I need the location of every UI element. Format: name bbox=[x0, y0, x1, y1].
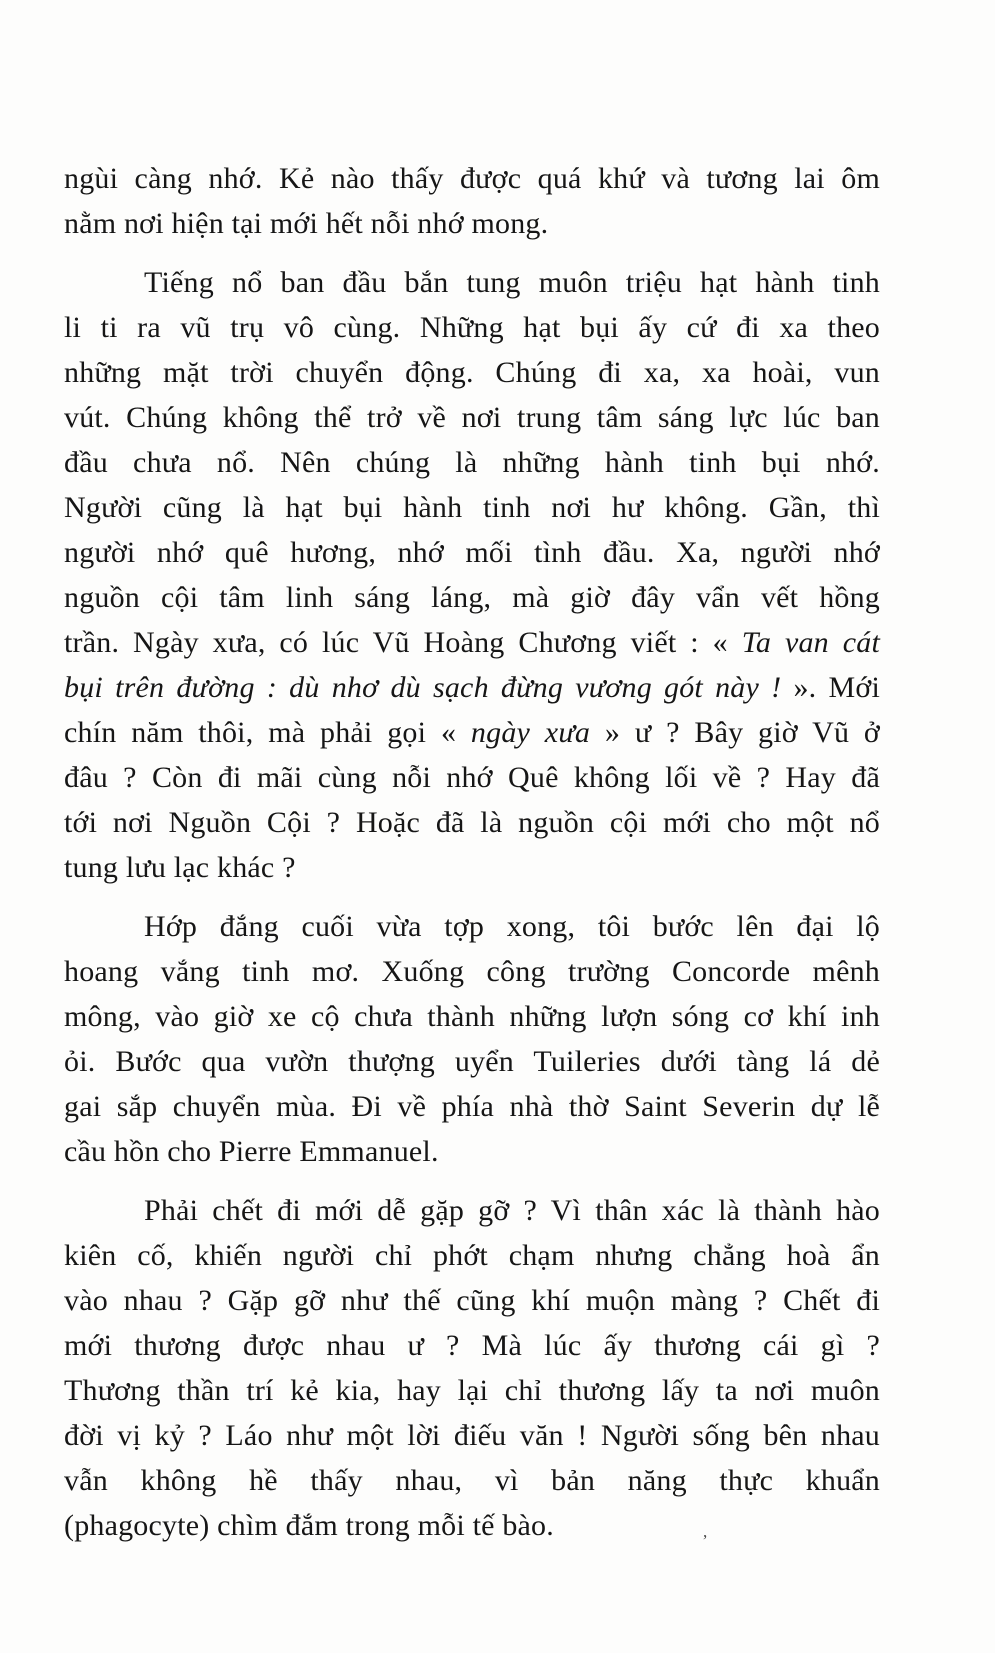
text-segment: » ư ? Bây giờ Vũ ở bbox=[590, 716, 880, 749]
text-line bbox=[64, 350, 880, 395]
text-line bbox=[64, 395, 880, 440]
text-line bbox=[64, 1129, 880, 1174]
text-segment: chín năm thôi, mà phải gọi « bbox=[64, 716, 471, 749]
text-line bbox=[64, 201, 880, 246]
text-line bbox=[64, 1458, 880, 1503]
text-line bbox=[64, 620, 880, 665]
text-line bbox=[64, 156, 880, 201]
text-line bbox=[64, 575, 880, 620]
text-segment: Phải chết đi mới dễ gặp gỡ ? Vì thân xác là thành hào bbox=[144, 1194, 880, 1227]
text-segment: hoang vắng tinh mơ. Xuống công trường Concorde mênh bbox=[64, 955, 880, 988]
text-line bbox=[64, 800, 880, 845]
italic-text-segment: Ta van cát bbox=[741, 626, 880, 659]
italic-text-segment: bụi trên đường : dù nhơ dù sạch đừng vương gót này ! bbox=[64, 671, 782, 704]
text-segment: ngùi càng nhớ. Kẻ nào thấy được quá khứ và tương lai ôm bbox=[64, 162, 880, 195]
text-line bbox=[64, 1233, 880, 1278]
text-segment: Tiếng nổ ban đầu bắn tung muôn triệu hạt hành tinh bbox=[144, 266, 880, 299]
text-segment: nguồn cội tâm linh sáng láng, mà giờ đây vẩn vết hồng bbox=[64, 581, 880, 614]
text-line bbox=[64, 440, 880, 485]
text-line bbox=[64, 1368, 880, 1413]
scan-artifact-mark: , bbox=[703, 1522, 708, 1541]
text-segment: mới thương được nhau ư ? Mà lúc ấy thương cái gì ? bbox=[64, 1329, 880, 1362]
text-line bbox=[64, 994, 880, 1039]
text-line bbox=[64, 485, 880, 530]
text-segment: vẫn không hề thấy nhau, vì bản năng thực khuẩn bbox=[64, 1464, 880, 1497]
text-segment: vào nhau ? Gặp gỡ như thế cũng khí muộn màng ? Chết đi bbox=[64, 1284, 880, 1317]
text-line bbox=[64, 710, 880, 755]
text-segment: (phagocyte) chìm đắm trong mỗi tế bào. bbox=[64, 1509, 554, 1542]
text-segment: vút. Chúng không thể trở về nơi trung tâm sáng lực lúc ban bbox=[64, 401, 880, 434]
text-line bbox=[64, 1188, 880, 1233]
text-segment: những mặt trời chuyển động. Chúng đi xa, xa hoài, vun bbox=[64, 356, 880, 389]
text-block bbox=[64, 156, 880, 1562]
italic-text-segment: ngày xưa bbox=[470, 716, 591, 749]
text-segment: tung lưu lạc khác ? bbox=[64, 851, 296, 884]
text-segment: gai sắp chuyển mùa. Đi về phía nhà thờ Saint Severin dự lễ bbox=[64, 1090, 880, 1123]
text-line bbox=[64, 949, 880, 994]
text-line bbox=[64, 1503, 880, 1548]
paragraph-2 bbox=[64, 260, 880, 890]
text-segment: Hớp đắng cuối vừa tợp xong, tôi bước lên đại lộ bbox=[144, 910, 880, 943]
text-segment: Thương thần trí kẻ kia, hay lại chỉ thương lấy ta nơi muôn bbox=[64, 1374, 880, 1407]
text-segment: trần. Ngày xưa, có lúc Vũ Hoàng Chương viết : « bbox=[64, 626, 742, 659]
text-segment: nằm nơi hiện tại mới hết nỗi nhớ mong. bbox=[64, 207, 549, 240]
text-line bbox=[64, 1413, 880, 1458]
text-segment: Người cũng là hạt bụi hành tinh nơi hư không. Gần, thì bbox=[64, 491, 880, 524]
paragraph-4 bbox=[64, 1188, 880, 1548]
paragraph-3 bbox=[64, 904, 880, 1174]
text-segment: đâu ? Còn đi mãi cùng nỗi nhớ Quê không lối về ? Hay đã bbox=[64, 761, 880, 794]
text-line bbox=[64, 1278, 880, 1323]
text-line bbox=[64, 755, 880, 800]
text-segment: ». Mới bbox=[781, 671, 880, 704]
text-line bbox=[64, 1084, 880, 1129]
text-segment: tới nơi Nguồn Cội ? Hoặc đã là nguồn cội mới cho một nổ bbox=[64, 806, 880, 839]
text-segment: ỏi. Bước qua vườn thượng uyển Tuileries dưới tàng lá dẻ bbox=[64, 1045, 880, 1078]
text-segment: mông, vào giờ xe cộ chưa thành những lượn sóng cơ khí inh bbox=[64, 1000, 880, 1033]
text-segment: li ti ra vũ trụ vô cùng. Những hạt bụi ấy cứ đi xa theo bbox=[64, 311, 880, 344]
text-line bbox=[64, 665, 880, 710]
text-line bbox=[64, 845, 880, 890]
text-segment: đời vị kỷ ? Láo như một lời điếu văn ! Người sống bên nhau bbox=[64, 1419, 880, 1452]
text-line bbox=[64, 305, 880, 350]
text-line bbox=[64, 1323, 880, 1368]
text-segment: người nhớ quê hương, nhớ mối tình đầu. Xa, người nhớ bbox=[64, 536, 880, 569]
paragraph-1 bbox=[64, 156, 880, 246]
text-line bbox=[64, 1039, 880, 1084]
text-line bbox=[64, 260, 880, 305]
text-line bbox=[64, 530, 880, 575]
text-segment: cầu hồn cho Pierre Emmanuel. bbox=[64, 1135, 439, 1168]
text-segment: đầu chưa nổ. Nên chúng là những hành tinh bụi nhớ. bbox=[64, 446, 880, 479]
text-segment: kiên cố, khiến người chỉ phớt chạm nhưng chẳng hoà ẩn bbox=[64, 1239, 880, 1272]
text-line bbox=[64, 904, 880, 949]
